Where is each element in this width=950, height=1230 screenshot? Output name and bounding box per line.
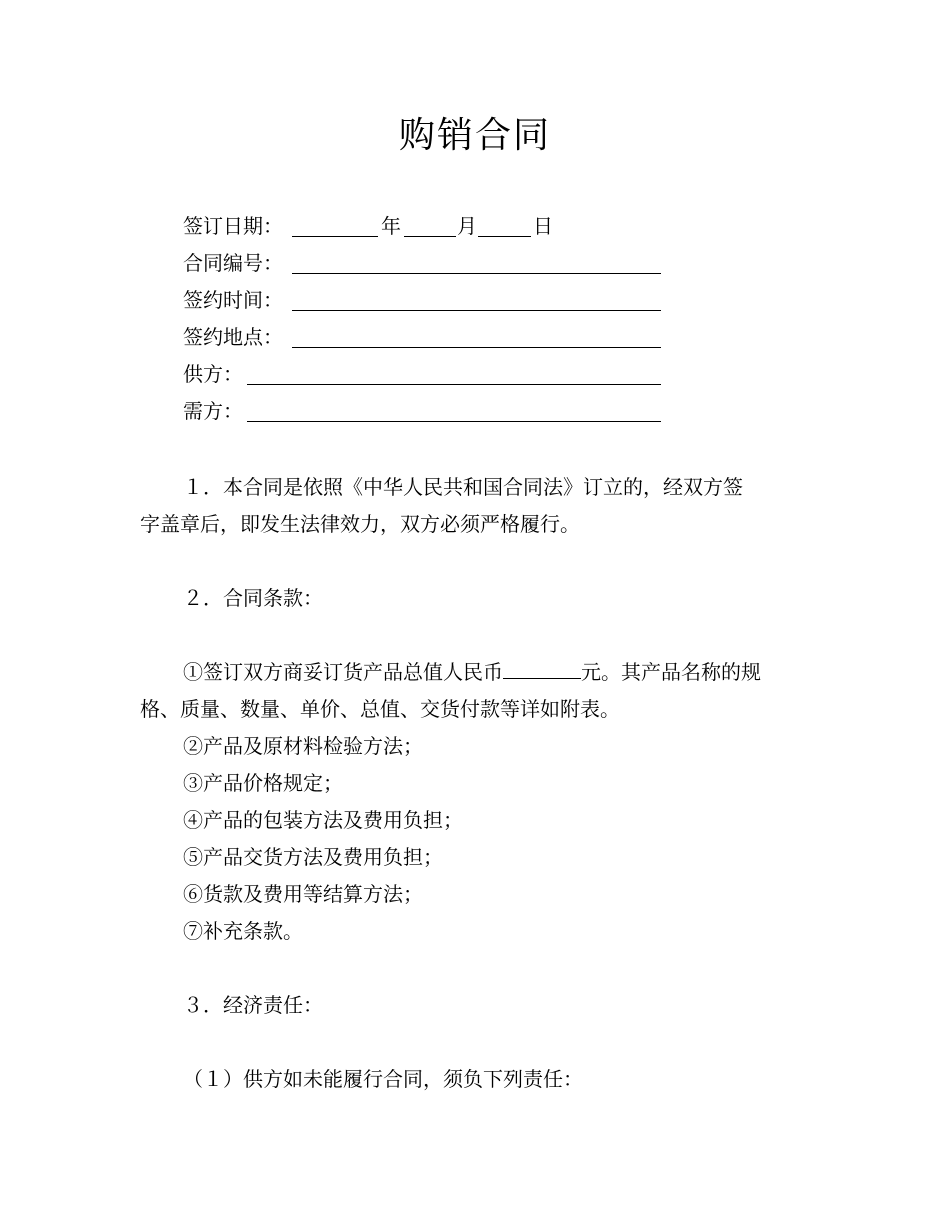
sign-time-label: 签约时间： (183, 288, 283, 312)
buyer-label: 需方： (183, 399, 243, 423)
month-char: 月 (457, 214, 477, 238)
sign-place-label: 签约地点： (183, 325, 283, 349)
clause2-item6: ⑥货款及费用等结算方法； (183, 882, 423, 906)
clause1-line2: 字盖章后，即发生法律效力，双方必须严格履行。 (140, 512, 580, 536)
clause2-heading: ２．合同条款： (183, 586, 323, 610)
contract-no-label: 合同编号： (183, 251, 283, 275)
clause2-item1-part2: 元。其产品名称的规 (581, 660, 761, 684)
sign-time-blank[interactable] (292, 310, 661, 311)
sign-year-blank[interactable] (292, 236, 378, 237)
sign-month-blank[interactable] (404, 236, 456, 237)
clause1-line1: １．本合同是依照《中华人民共和国合同法》订立的，经双方签 (183, 475, 743, 499)
sign-day-blank[interactable] (478, 236, 531, 237)
clause2-item4: ④产品的包装方法及费用负担； (183, 808, 463, 832)
clause3-heading: ３．经济责任： (183, 993, 323, 1017)
clause2-item5: ⑤产品交货方法及费用负担； (183, 845, 443, 869)
year-char: 年 (381, 214, 401, 238)
total-value-blank[interactable] (503, 658, 581, 679)
clause2-item7: ⑦补充条款。 (183, 919, 303, 943)
clause3-item1: （１）供方如未能履行合同，须负下列责任： (183, 1067, 583, 1091)
sign-place-blank[interactable] (292, 347, 661, 348)
buyer-blank[interactable] (247, 421, 661, 422)
contract-no-blank[interactable] (292, 273, 661, 274)
day-char: 日 (533, 214, 553, 238)
supplier-blank[interactable] (247, 384, 661, 385)
clause2-item1-line2: 格、质量、数量、单价、总值、交货付款等详如附表。 (140, 697, 620, 721)
clause2-item1-line1 (183, 657, 761, 687)
supplier-label: 供方： (183, 362, 243, 386)
document-title: 购销合同 (398, 115, 551, 156)
clause2-item2: ②产品及原材料检验方法； (183, 734, 423, 758)
clause2-item3: ③产品价格规定； (183, 771, 343, 795)
clause2-item1-part1: ①签订双方商妥订货产品总值人民币 (183, 660, 503, 684)
sign-date-label: 签订日期： (183, 214, 283, 238)
